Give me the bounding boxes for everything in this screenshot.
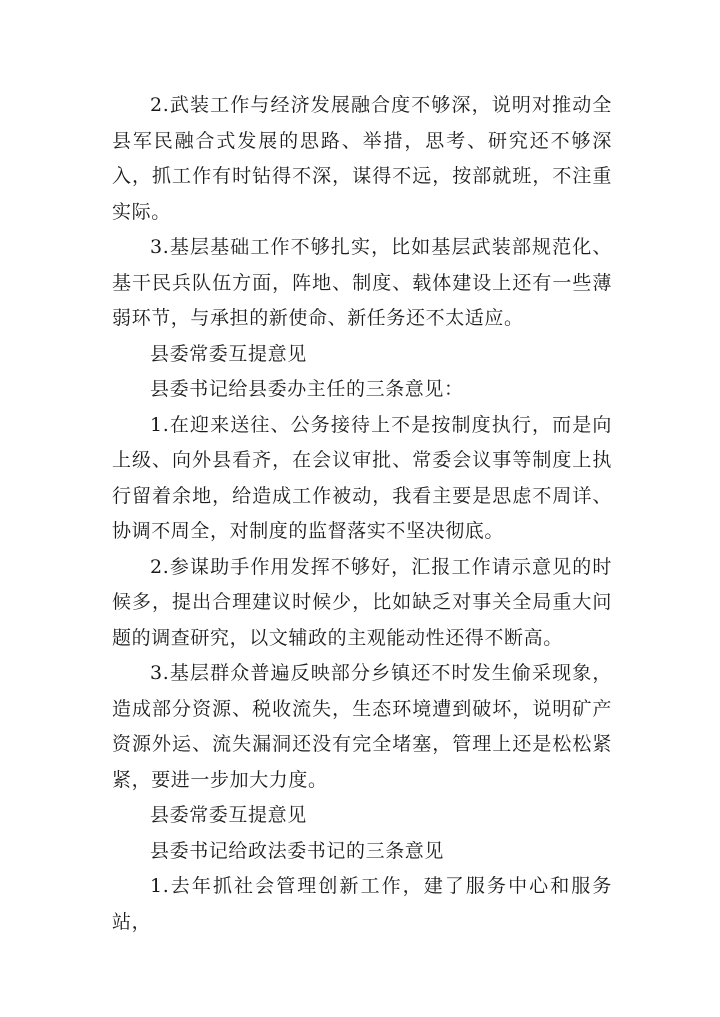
paragraph-social-management-innovation: 1.去年抓社会管理创新工作，建了服务中心和服务站， [112,875,612,933]
section-heading-mutual-opinions-2: 县委常委互提意见 [150,804,307,826]
paragraph-grassroots-work: 3.基层基础工作不够扎实，比如基层武装部规范化、基干民兵队伍方面，阵地、制度、载体建设上还有一些薄弱环节，与承担的新使命、新任务还不太适应。 [112,236,612,329]
document-body [112,88,612,940]
paragraph-advisory-role: 2.参谋助手作用发挥不够好，汇报工作请示意见的时候多，提出合理建议时候少，比如缺乏对事关全局重大问题的调查研究，以文辅政的主观能动性还得不断高。 [112,555,612,649]
section-heading-mutual-opinions: 县委常委互提意见 [150,342,307,365]
paragraph-reception-rules: 1.在迎来送往、公务接待上不是按制度执行，而是向上级、向外县看齐，在会议审批、常委会议事等制度上执行留着余地，给造成工作被动，我看主要是思虑不周详、协调不周全，对制度的监督落实不坚决彻底。 [112,413,612,542]
paragraph-armed-forces-integration: 2.武装工作与经济发展融合度不够深，说明对推动全县军民融合式发展的思路、举措，思考、研究还不够深入，抓工作有时钻得不深，谋得不远，按部就班，不注重实际。 [112,94,612,223]
subheading-office-director-opinions: 县委书记给县委办主任的三条意见： [150,378,464,400]
subheading-political-legal-secretary-opinions: 县委书记给政法委书记的三条意见 [150,839,445,862]
paragraph-illegal-mining: 3.基层群众普遍反映部分乡镇还不时发生偷采现象，造成部分资源、税收流失，生态环境遭到破坏，说明矿产资源外运、流失漏洞还没有完全堵塞，管理上还是松松紧紧，要进一步加大力度。 [112,662,612,791]
